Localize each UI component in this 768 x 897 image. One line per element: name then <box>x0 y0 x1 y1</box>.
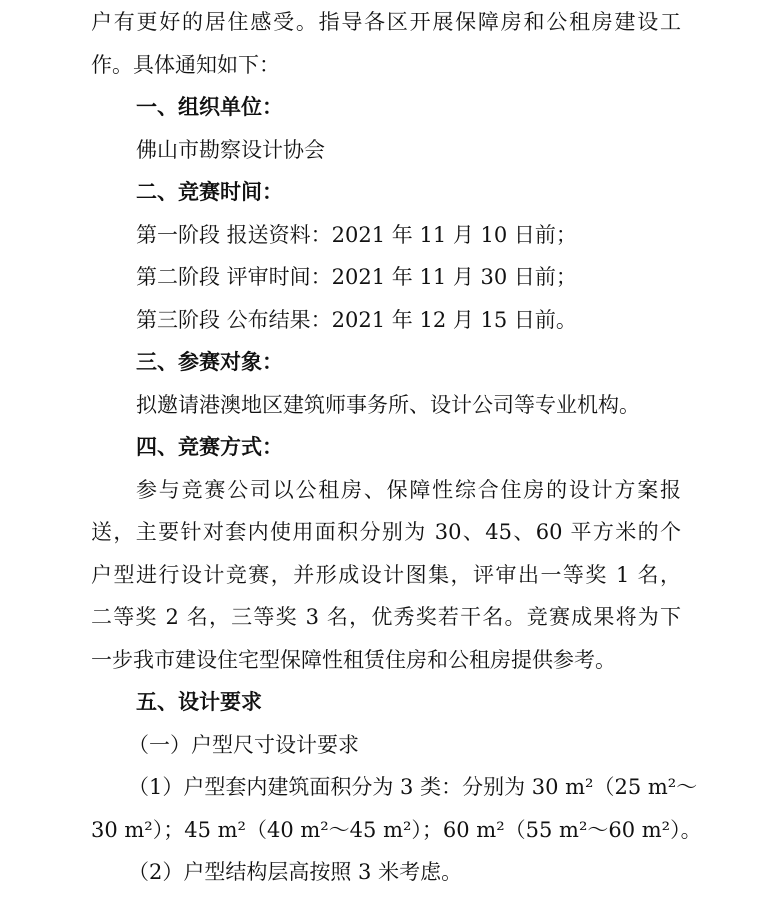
requirement-item-1: （1）户型套内建筑面积分为 3 类：分别为 30 m²（25 m²～ <box>128 775 698 799</box>
section-heading-requirements: 五、设计要求 <box>136 690 262 714</box>
method-paragraph-line: 户型进行设计竞赛，并形成设计图集，评审出一等奖 1 名， <box>91 563 681 587</box>
participants-text: 拟邀请港澳地区建筑师事务所、设计公司等专业机构。 <box>136 393 640 417</box>
requirement-item-1-continuation: 30 m²）；45 m²（40 m²～45 m²）；60 m²（55 m²～60 m²）。 <box>91 818 702 842</box>
subsection-heading-unit-size: （一）户型尺寸设计要求 <box>128 733 359 757</box>
paragraph-line-continuation-end: 作。具体通知如下： <box>91 53 280 77</box>
method-paragraph-line: 二等奖 2 名，三等奖 3 名，优秀奖若干名。竞赛成果将为下 <box>91 605 681 629</box>
method-paragraph-line-end: 一步我市建设住宅型保障性租赁住房和公租房提供参考。 <box>91 648 616 672</box>
section-heading-participants: 三、参赛对象： <box>136 350 283 374</box>
schedule-stage-1: 第一阶段 报送资料：2021 年 11 月 10 日前； <box>136 223 577 247</box>
organizer-name: 佛山市勘察设计协会 <box>136 138 325 162</box>
method-paragraph-line: 送，主要针对套内使用面积分别为 30、45、60 平方米的个 <box>91 520 681 544</box>
method-paragraph-line: 参与竞赛公司以公租房、保障性综合住房的设计方案报 <box>136 478 681 502</box>
paragraph-line-continuation: 户有更好的居住感受。指导各区开展保障房和公租房建设工 <box>91 10 681 34</box>
section-heading-method: 四、竞赛方式： <box>136 435 283 459</box>
section-heading-organizer: 一、组织单位： <box>136 95 283 119</box>
schedule-stage-3: 第三阶段 公布结果：2021 年 12 月 15 日前。 <box>136 308 577 332</box>
requirement-item-2: （2）户型结构层高按照 3 米考虑。 <box>128 860 463 884</box>
schedule-stage-2: 第二阶段 评审时间：2021 年 11 月 30 日前； <box>136 265 577 289</box>
section-heading-schedule: 二、竞赛时间： <box>136 180 283 204</box>
